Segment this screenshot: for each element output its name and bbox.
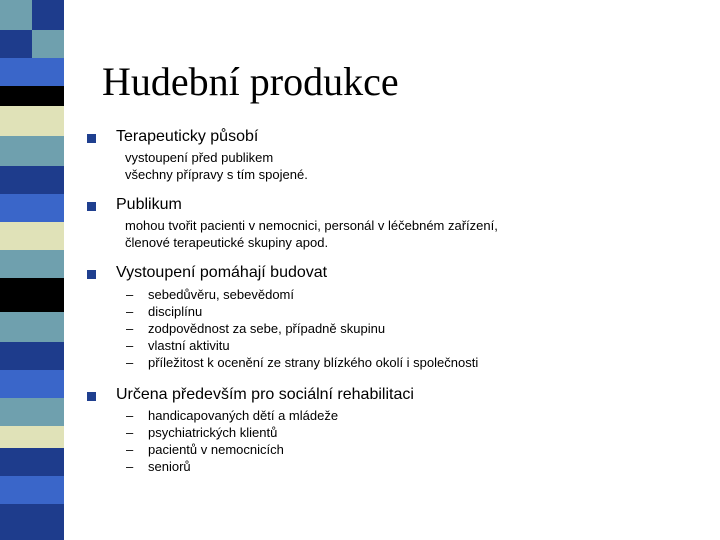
dash-bullet: –	[126, 442, 134, 457]
section-line: všechny přípravy s tím spojené.	[125, 167, 308, 182]
dash-bullet: –	[126, 459, 134, 474]
section-line: mohou tvořit pacienti v nemocnici, personál v léčebném zařízení,	[125, 218, 498, 233]
list-item: seniorů	[148, 459, 191, 474]
section-heading: Vystoupení pomáhají budovat	[116, 264, 328, 281]
list-item: sebedůvěru, sebevědomí	[148, 287, 294, 302]
dash-bullet: –	[126, 321, 134, 336]
square-bullet-icon	[87, 392, 96, 401]
dash-bullet: –	[126, 304, 134, 319]
list-item: vlastní aktivitu	[148, 338, 230, 353]
square-bullet-icon	[87, 202, 96, 211]
list-item: psychiatrických klientů	[148, 425, 278, 440]
square-bullet-icon	[87, 134, 96, 143]
list-item: handicapovaných dětí a mládeže	[148, 408, 339, 423]
dash-bullet: –	[126, 338, 134, 353]
slide-title: Hudební produkce	[102, 59, 399, 104]
decorative-stripe	[0, 0, 64, 540]
list-item: příležitost k ocenění ze strany blízkého okolí i společnosti	[148, 355, 479, 370]
list-item: disciplínu	[148, 304, 203, 319]
section-heading: Publikum	[116, 196, 182, 213]
dash-bullet: –	[126, 425, 134, 440]
list-item: zodpovědnost za sebe, případně skupinu	[148, 321, 386, 336]
section-line: vystoupení před publikem	[125, 150, 274, 165]
section-heading: Určena především pro sociální rehabilitaci	[116, 386, 414, 403]
dash-bullet: –	[126, 355, 134, 370]
section-line: členové terapeutické skupiny apod.	[125, 235, 329, 250]
dash-bullet: –	[126, 287, 134, 302]
square-bullet-icon	[87, 270, 96, 279]
list-item: pacientů v nemocnicích	[148, 442, 284, 457]
dash-bullet: –	[126, 408, 134, 423]
section-heading: Terapeuticky působí	[116, 128, 259, 145]
